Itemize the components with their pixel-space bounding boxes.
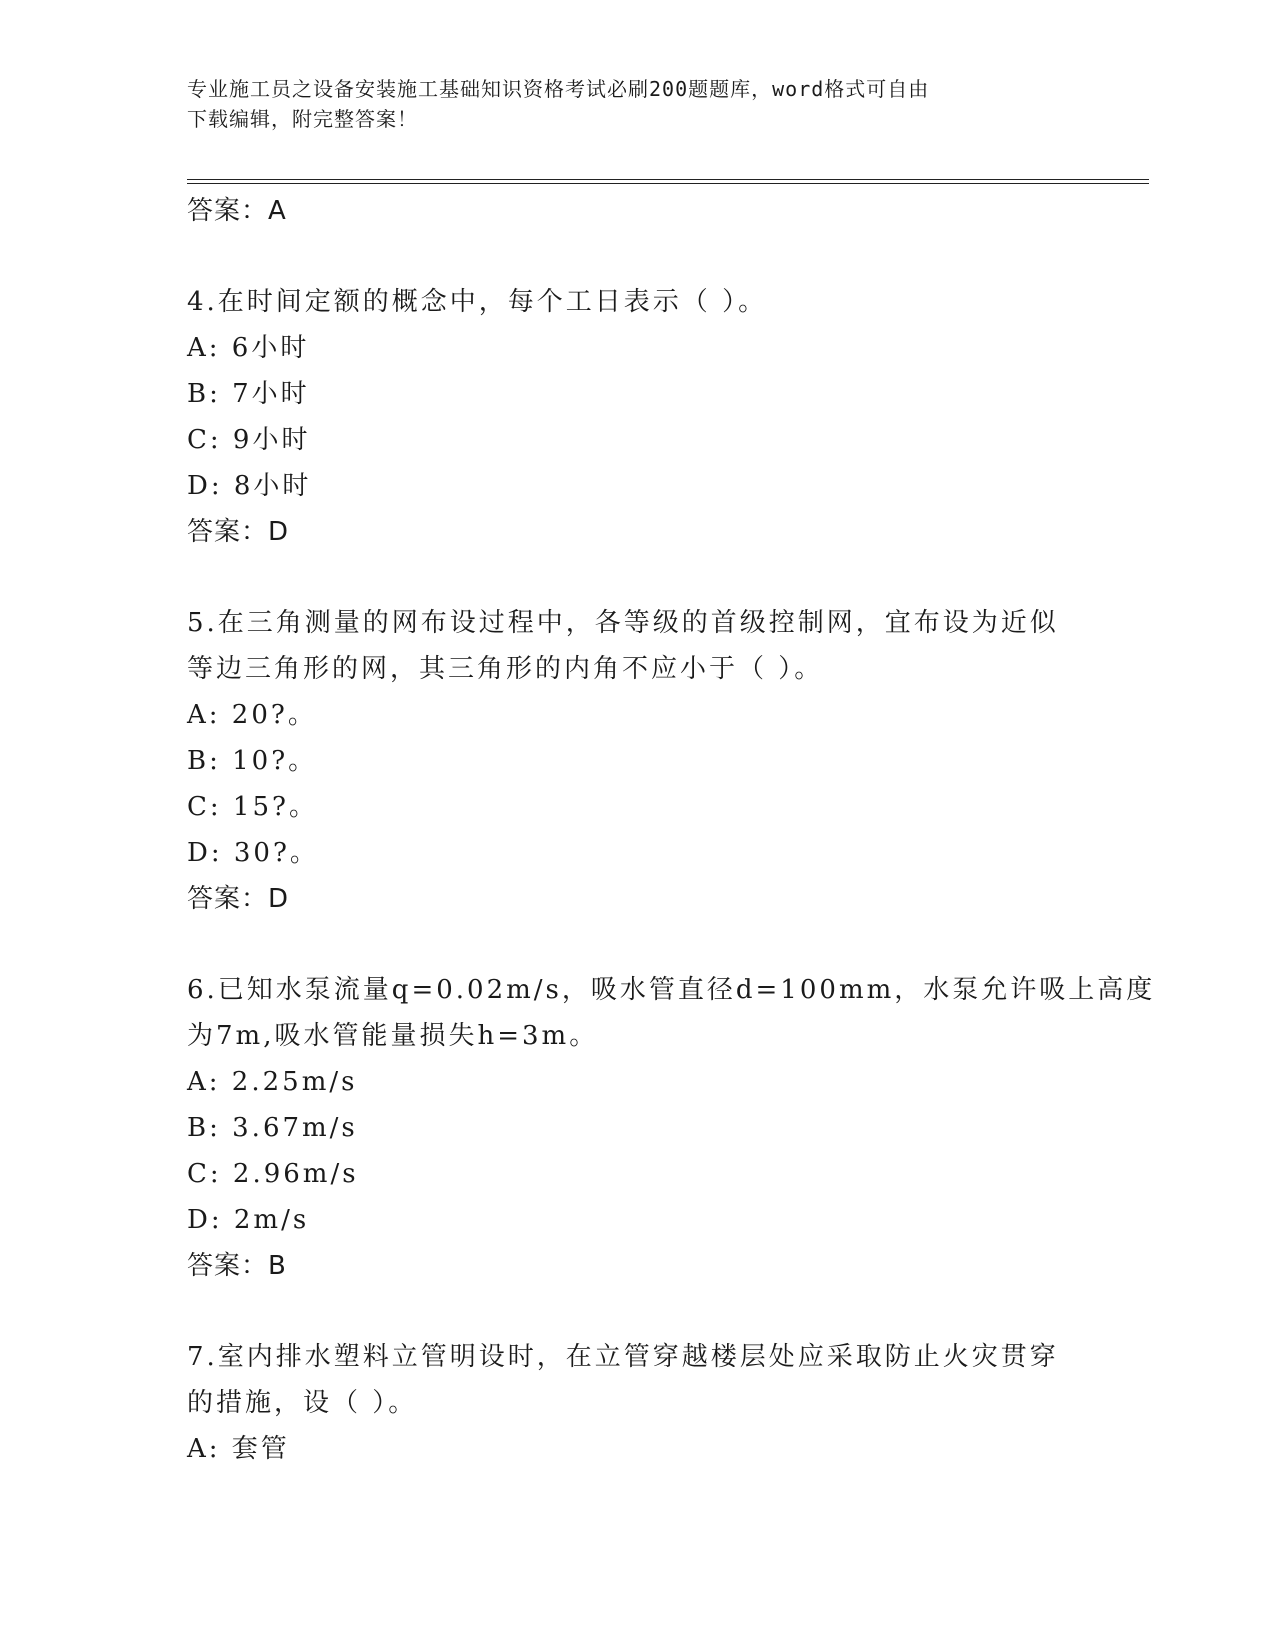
header-line-2: 下载编辑，附完整答案！	[187, 107, 418, 131]
question-list	[187, 188, 1156, 1472]
question-5-option-b: B: 10?。	[187, 746, 318, 776]
question-6-text-line-1: 6.已知水泵流量q=0.02m/s，吸水管直径d=100mm，水泵允许吸上高度	[187, 975, 1156, 1005]
question-7-text-line-1: 7.室内排水塑料立管明设时，在立管穿越楼层处应采取防止火灾贯穿	[187, 1342, 1059, 1372]
question-4-option-c: C: 9小时	[187, 425, 311, 455]
answer-6: 答案：B	[187, 1251, 287, 1281]
question-5-option-d: D: 30?。	[187, 838, 319, 868]
document-header	[187, 74, 1067, 134]
question-4-text: 4.在时间定额的概念中，每个工日表示（ ）。	[187, 287, 768, 317]
answer-3: 答案：A	[187, 196, 287, 226]
header-divider-bottom	[187, 183, 1149, 184]
question-5-option-c: C: 15?。	[187, 792, 318, 822]
question-5-text-line-1: 5.在三角测量的网布设过程中，各等级的首级控制网，宜布设为近似	[187, 608, 1059, 638]
question-7-option-a: A: 套管	[187, 1434, 290, 1464]
question-4-option-a: A: 6小时	[187, 333, 310, 363]
question-4-option-b: B: 7小时	[187, 379, 310, 409]
question-6-text-line-2: 为7m,吸水管能量损失h=3m。	[187, 1021, 599, 1051]
question-6-option-a: A: 2.25m/s	[187, 1067, 358, 1097]
answer-5: 答案：D	[187, 884, 290, 914]
question-5-option-a: A: 20?。	[187, 700, 317, 730]
question-4-option-d: D: 8小时	[187, 471, 312, 501]
question-6-option-d: D: 2m/s	[187, 1205, 310, 1235]
header-divider-top	[187, 179, 1149, 180]
question-5-text-line-2: 等边三角形的网，其三角形的内角不应小于（ ）。	[187, 654, 824, 684]
answer-4: 答案：D	[187, 517, 290, 547]
question-7-text-line-2: 的措施，设（ ）。	[187, 1388, 418, 1418]
question-6-option-b: B: 3.67m/s	[187, 1113, 358, 1143]
question-6-option-c: C: 2.96m/s	[187, 1159, 359, 1189]
header-line-1: 专业施工员之设备安装施工基础知识资格考试必刷200题题库，word格式可自由	[187, 77, 930, 101]
